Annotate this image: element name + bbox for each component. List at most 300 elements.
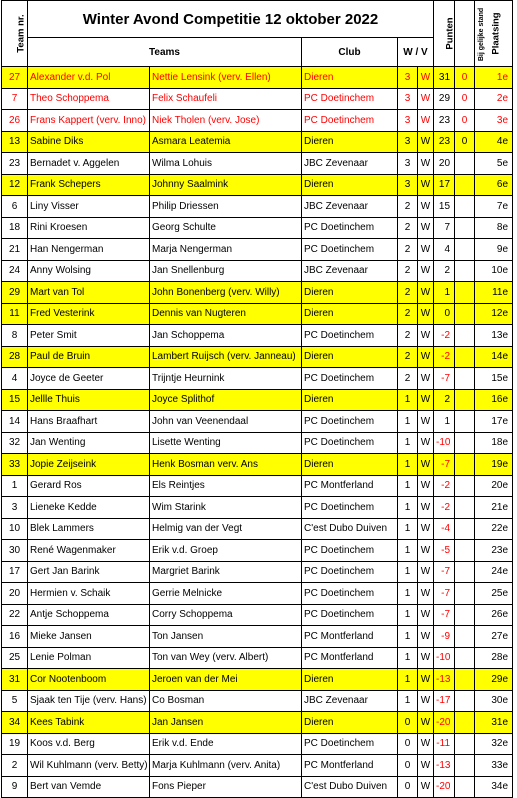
wv-cell: W — [418, 604, 434, 626]
placement-cell: 25e — [475, 583, 513, 605]
player1-cell: Fred Vesterink — [28, 303, 150, 325]
player2-cell: Els Reintjes — [150, 475, 302, 497]
tie-cell — [455, 346, 475, 368]
placement-cell: 7e — [475, 196, 513, 218]
wins-cell: 2 — [398, 325, 418, 347]
wv-cell: W — [418, 303, 434, 325]
team-nr-cell: 6 — [2, 196, 28, 218]
wins-cell: 1 — [398, 647, 418, 669]
placement-cell: 22e — [475, 518, 513, 540]
club-cell: PC Montferland — [302, 626, 398, 648]
placement-cell: 14e — [475, 346, 513, 368]
placement-cell: 18e — [475, 432, 513, 454]
wins-cell: 3 — [398, 131, 418, 153]
club-cell: JBC Zevenaar — [302, 260, 398, 282]
team-nr-cell: 27 — [2, 67, 28, 89]
wins-cell: 2 — [398, 260, 418, 282]
table-row — [2, 626, 513, 648]
wv-cell: W — [418, 88, 434, 110]
points-cell: 2 — [434, 260, 455, 282]
table-row — [2, 260, 513, 282]
wins-cell: 0 — [398, 776, 418, 798]
table-row — [2, 110, 513, 132]
player1-cell: Hermien v. Schaik — [28, 583, 150, 605]
wins-cell: 1 — [398, 518, 418, 540]
player2-cell: Niek Tholen (verv. Jose) — [150, 110, 302, 132]
tie-cell — [455, 389, 475, 411]
team-nr-cell: 18 — [2, 217, 28, 239]
club-cell: Dieren — [302, 712, 398, 734]
placement-cell: 3e — [475, 110, 513, 132]
table-row — [2, 88, 513, 110]
player2-cell: Philip Driessen — [150, 196, 302, 218]
team-nr-cell: 15 — [2, 389, 28, 411]
tie-cell — [455, 540, 475, 562]
table-row — [2, 647, 513, 669]
points-cell: 31 — [434, 67, 455, 89]
player2-cell: Jan Snellenburg — [150, 260, 302, 282]
club-cell: Dieren — [302, 346, 398, 368]
wv-cell: W — [418, 626, 434, 648]
wins-cell: 2 — [398, 196, 418, 218]
wv-cell: W — [418, 325, 434, 347]
placement-cell: 2e — [475, 88, 513, 110]
table-row — [2, 454, 513, 476]
player1-cell: Rini Kroesen — [28, 217, 150, 239]
player1-cell: Han Nengerman — [28, 239, 150, 261]
points-cell: -2 — [434, 475, 455, 497]
player1-cell: Lenie Polman — [28, 647, 150, 669]
wv-header: W / V — [398, 38, 434, 67]
tie-cell — [455, 282, 475, 304]
wins-cell: 2 — [398, 303, 418, 325]
table-row — [2, 411, 513, 433]
player1-cell: Mieke Jansen — [28, 626, 150, 648]
player1-cell: Lieneke Kedde — [28, 497, 150, 519]
table-row — [2, 303, 513, 325]
tie-cell — [455, 260, 475, 282]
club-cell: Dieren — [302, 454, 398, 476]
points-cell: 15 — [434, 196, 455, 218]
teams-header: Teams — [28, 38, 302, 67]
tie-cell — [455, 174, 475, 196]
club-cell: JBC Zevenaar — [302, 196, 398, 218]
points-cell: 0 — [434, 303, 455, 325]
wins-cell: 1 — [398, 561, 418, 583]
wv-cell: W — [418, 776, 434, 798]
placement-cell: 4e — [475, 131, 513, 153]
points-cell: 23 — [434, 131, 455, 153]
player2-cell: Ton Jansen — [150, 626, 302, 648]
tie-cell: 0 — [455, 67, 475, 89]
points-cell: -7 — [434, 583, 455, 605]
placement-cell: 16e — [475, 389, 513, 411]
table-row — [2, 583, 513, 605]
club-cell: PC Doetinchem — [302, 432, 398, 454]
wv-cell: W — [418, 131, 434, 153]
player2-cell: Erik v.d. Groep — [150, 540, 302, 562]
player2-cell: Co Bosman — [150, 690, 302, 712]
tie-cell — [455, 475, 475, 497]
table-row — [2, 733, 513, 755]
tie-cell — [455, 432, 475, 454]
club-cell: C'est Dubo Duiven — [302, 518, 398, 540]
team-nr-cell: 21 — [2, 239, 28, 261]
wins-cell: 0 — [398, 733, 418, 755]
player1-cell: Joyce de Geeter — [28, 368, 150, 390]
table-row — [2, 282, 513, 304]
player1-cell: Sabine Diks — [28, 131, 150, 153]
wins-cell: 2 — [398, 346, 418, 368]
wv-cell: W — [418, 153, 434, 175]
player1-cell: Frank Schepers — [28, 174, 150, 196]
points-cell: 1 — [434, 282, 455, 304]
points-cell: -2 — [434, 497, 455, 519]
placement-cell: 19e — [475, 454, 513, 476]
player1-cell: Mart van Tol — [28, 282, 150, 304]
points-cell: -11 — [434, 733, 455, 755]
player1-cell: Sjaak ten Tije (verv. Hans) — [28, 690, 150, 712]
points-cell: 29 — [434, 88, 455, 110]
team-nr-cell: 2 — [2, 755, 28, 777]
player1-cell: Gert Jan Barink — [28, 561, 150, 583]
player2-cell: Ton van Wey (verv. Albert) — [150, 647, 302, 669]
club-cell: PC Doetinchem — [302, 325, 398, 347]
player1-cell: Liny Visser — [28, 196, 150, 218]
team-nr-cell: 7 — [2, 88, 28, 110]
club-cell: PC Doetinchem — [302, 583, 398, 605]
team-nr-cell: 12 — [2, 174, 28, 196]
table-row — [2, 368, 513, 390]
tie-cell: 0 — [455, 88, 475, 110]
placement-cell: 34e — [475, 776, 513, 798]
player2-cell: Georg Schulte — [150, 217, 302, 239]
points-cell: -17 — [434, 690, 455, 712]
wins-cell: 1 — [398, 690, 418, 712]
table-row — [2, 217, 513, 239]
placement-cell: 10e — [475, 260, 513, 282]
table-row — [2, 561, 513, 583]
tie-cell — [455, 626, 475, 648]
wins-cell: 1 — [398, 454, 418, 476]
wv-cell: W — [418, 282, 434, 304]
table-row — [2, 475, 513, 497]
player1-cell: Koos v.d. Berg — [28, 733, 150, 755]
player2-cell: Gerrie Melnicke — [150, 583, 302, 605]
table-row — [2, 690, 513, 712]
club-cell: Dieren — [302, 669, 398, 691]
team-nr-cell: 32 — [2, 432, 28, 454]
club-cell: PC Montferland — [302, 475, 398, 497]
team-nr-cell: 20 — [2, 583, 28, 605]
wv-cell: W — [418, 196, 434, 218]
player2-cell: Jan Schoppema — [150, 325, 302, 347]
player1-cell: Kees Tabink — [28, 712, 150, 734]
team-nr-cell: 14 — [2, 411, 28, 433]
club-cell: PC Doetinchem — [302, 733, 398, 755]
wins-cell: 1 — [398, 411, 418, 433]
tie-cell — [455, 325, 475, 347]
player2-cell: Lambert Ruijsch (verv. Janneau) — [150, 346, 302, 368]
wins-cell: 3 — [398, 88, 418, 110]
tie-cell — [455, 755, 475, 777]
tie-cell — [455, 647, 475, 669]
table-row — [2, 540, 513, 562]
wv-cell: W — [418, 561, 434, 583]
table-row — [2, 669, 513, 691]
tie-cell — [455, 583, 475, 605]
tie-cell — [455, 712, 475, 734]
table-row — [2, 153, 513, 175]
wv-cell: W — [418, 475, 434, 497]
player1-cell: Gerard Ros — [28, 475, 150, 497]
tie-cell — [455, 196, 475, 218]
points-cell: -7 — [434, 368, 455, 390]
wins-cell: 3 — [398, 110, 418, 132]
tie-cell — [455, 239, 475, 261]
placement-cell: 30e — [475, 690, 513, 712]
placement-cell: 13e — [475, 325, 513, 347]
team-nr-cell: 11 — [2, 303, 28, 325]
player2-cell: Trijntje Heurnink — [150, 368, 302, 390]
wv-cell: W — [418, 260, 434, 282]
points-cell: -20 — [434, 776, 455, 798]
page-title: Winter Avond Competitie 12 oktober 2022 — [28, 1, 434, 38]
wv-cell: W — [418, 368, 434, 390]
club-cell: PC Doetinchem — [302, 540, 398, 562]
wv-cell: W — [418, 174, 434, 196]
player2-cell: Wim Starink — [150, 497, 302, 519]
player2-cell: Fons Pieper — [150, 776, 302, 798]
team-nr-cell: 31 — [2, 669, 28, 691]
placement-cell: 24e — [475, 561, 513, 583]
wv-cell: W — [418, 217, 434, 239]
club-header: Club — [302, 38, 398, 67]
points-cell: -2 — [434, 325, 455, 347]
table-row — [2, 432, 513, 454]
player2-cell: Jeroen van der Mei — [150, 669, 302, 691]
wins-cell: 1 — [398, 432, 418, 454]
player1-cell: Cor Nootenboom — [28, 669, 150, 691]
team-nr-header: Team nr. — [2, 1, 28, 67]
wv-cell: W — [418, 411, 434, 433]
team-nr-cell: 10 — [2, 518, 28, 540]
table-row — [2, 67, 513, 89]
wv-cell: W — [418, 518, 434, 540]
player2-cell: Felix Schaufeli — [150, 88, 302, 110]
wins-cell: 0 — [398, 755, 418, 777]
points-cell: -7 — [434, 604, 455, 626]
player1-cell: René Wagenmaker — [28, 540, 150, 562]
wv-cell: W — [418, 712, 434, 734]
club-cell: PC Doetinchem — [302, 497, 398, 519]
tie-cell — [455, 368, 475, 390]
placement-cell: 27e — [475, 626, 513, 648]
tie-cell — [455, 690, 475, 712]
table-row — [2, 518, 513, 540]
team-nr-cell: 8 — [2, 325, 28, 347]
placement-cell: 23e — [475, 540, 513, 562]
player1-cell: Bernadet v. Aggelen — [28, 153, 150, 175]
wins-cell: 0 — [398, 712, 418, 734]
player2-cell: John Bonenberg (verv. Willy) — [150, 282, 302, 304]
player1-cell: Bert van Vemde — [28, 776, 150, 798]
points-cell: -2 — [434, 346, 455, 368]
club-cell: JBC Zevenaar — [302, 690, 398, 712]
player2-cell: John van Veenendaal — [150, 411, 302, 433]
wv-cell: W — [418, 239, 434, 261]
placement-cell: 15e — [475, 368, 513, 390]
placement-cell: 17e — [475, 411, 513, 433]
club-cell: Dieren — [302, 389, 398, 411]
player2-cell: Johnny Saalmink — [150, 174, 302, 196]
player2-cell: Jan Jansen — [150, 712, 302, 734]
team-nr-cell: 25 — [2, 647, 28, 669]
club-cell: PC Doetinchem — [302, 239, 398, 261]
wins-cell: 1 — [398, 389, 418, 411]
placement-cell: 26e — [475, 604, 513, 626]
wv-cell: W — [418, 454, 434, 476]
wins-cell: 1 — [398, 540, 418, 562]
player2-cell: Marja Nengerman — [150, 239, 302, 261]
player2-cell: Wilma Lohuis — [150, 153, 302, 175]
points-cell: -10 — [434, 432, 455, 454]
team-nr-cell: 19 — [2, 733, 28, 755]
player1-cell: Antje Schoppema — [28, 604, 150, 626]
tie-cell — [455, 497, 475, 519]
club-cell: Dieren — [302, 282, 398, 304]
player1-cell: Blek Lammers — [28, 518, 150, 540]
tie-cell — [455, 518, 475, 540]
team-nr-cell: 22 — [2, 604, 28, 626]
table-row — [2, 196, 513, 218]
club-cell: Dieren — [302, 67, 398, 89]
club-cell: PC Doetinchem — [302, 561, 398, 583]
player1-cell: Jellle Thuis — [28, 389, 150, 411]
player2-cell: Lisette Wenting — [150, 432, 302, 454]
points-cell: -9 — [434, 626, 455, 648]
tie-cell — [455, 669, 475, 691]
wins-cell: 1 — [398, 583, 418, 605]
placement-cell: 1e — [475, 67, 513, 89]
placement-cell: 33e — [475, 755, 513, 777]
points-cell: 20 — [434, 153, 455, 175]
points-cell: -5 — [434, 540, 455, 562]
team-nr-cell: 16 — [2, 626, 28, 648]
club-cell: PC Doetinchem — [302, 217, 398, 239]
team-nr-cell: 1 — [2, 475, 28, 497]
wv-cell: W — [418, 432, 434, 454]
player1-cell: Jan Wenting — [28, 432, 150, 454]
placement-cell: 21e — [475, 497, 513, 519]
wv-cell: W — [418, 497, 434, 519]
club-cell: PC Montferland — [302, 755, 398, 777]
team-nr-cell: 13 — [2, 131, 28, 153]
team-nr-cell: 34 — [2, 712, 28, 734]
plaatsing-header: Plaatsing — [475, 1, 513, 67]
table-row — [2, 131, 513, 153]
wv-cell: W — [418, 389, 434, 411]
player2-cell: Joyce Splithof — [150, 389, 302, 411]
wv-cell: W — [418, 540, 434, 562]
club-cell: JBC Zevenaar — [302, 153, 398, 175]
team-nr-cell: 9 — [2, 776, 28, 798]
placement-cell: 11e — [475, 282, 513, 304]
wins-cell: 2 — [398, 368, 418, 390]
wins-cell: 1 — [398, 497, 418, 519]
team-nr-cell: 3 — [2, 497, 28, 519]
punten-header: Punten — [434, 1, 455, 67]
wins-cell: 1 — [398, 626, 418, 648]
table-row — [2, 389, 513, 411]
tie-cell — [455, 217, 475, 239]
table-row — [2, 712, 513, 734]
placement-cell: 6e — [475, 174, 513, 196]
player2-cell: Helmig van der Vegt — [150, 518, 302, 540]
table-row — [2, 776, 513, 798]
player1-cell: Wil Kuhlmann (verv. Betty) — [28, 755, 150, 777]
tie-cell: 0 — [455, 131, 475, 153]
team-nr-cell: 33 — [2, 454, 28, 476]
club-cell: PC Doetinchem — [302, 604, 398, 626]
tie-cell — [455, 561, 475, 583]
points-cell: 23 — [434, 110, 455, 132]
team-nr-cell: 24 — [2, 260, 28, 282]
club-cell: PC Doetinchem — [302, 368, 398, 390]
player2-cell: Asmara Leatemia — [150, 131, 302, 153]
tie-cell — [455, 153, 475, 175]
wv-cell: W — [418, 755, 434, 777]
points-cell: -7 — [434, 454, 455, 476]
team-nr-cell: 26 — [2, 110, 28, 132]
points-cell: 7 — [434, 217, 455, 239]
player1-cell: Paul de Bruin — [28, 346, 150, 368]
points-cell: -4 — [434, 518, 455, 540]
club-cell: C'est Dubo Duiven — [302, 776, 398, 798]
placement-cell: 9e — [475, 239, 513, 261]
wv-cell: W — [418, 67, 434, 89]
wv-cell: W — [418, 669, 434, 691]
tie-cell — [455, 604, 475, 626]
player1-cell: Peter Smit — [28, 325, 150, 347]
table-row — [2, 346, 513, 368]
team-nr-cell: 28 — [2, 346, 28, 368]
club-cell: PC Doetinchem — [302, 110, 398, 132]
player2-cell: Erik v.d. Ende — [150, 733, 302, 755]
table-row — [2, 239, 513, 261]
tie-header: Bij gelijke stand — [455, 1, 475, 67]
player1-cell: Alexander v.d. Pol — [28, 67, 150, 89]
team-nr-cell: 23 — [2, 153, 28, 175]
wins-cell: 1 — [398, 669, 418, 691]
points-cell: -13 — [434, 755, 455, 777]
wins-cell: 2 — [398, 282, 418, 304]
player1-cell: Frans Kappert (verv. Inno) — [28, 110, 150, 132]
player2-cell: Henk Bosman verv. Ans — [150, 454, 302, 476]
club-cell: PC Montferland — [302, 647, 398, 669]
wins-cell: 2 — [398, 217, 418, 239]
club-cell: Dieren — [302, 303, 398, 325]
table-row — [2, 174, 513, 196]
team-nr-cell: 4 — [2, 368, 28, 390]
points-cell: -10 — [434, 647, 455, 669]
tie-cell — [455, 733, 475, 755]
club-cell: PC Doetinchem — [302, 411, 398, 433]
points-cell: 1 — [434, 411, 455, 433]
wv-cell: W — [418, 647, 434, 669]
team-nr-cell: 29 — [2, 282, 28, 304]
player2-cell: Dennis van Nugteren — [150, 303, 302, 325]
